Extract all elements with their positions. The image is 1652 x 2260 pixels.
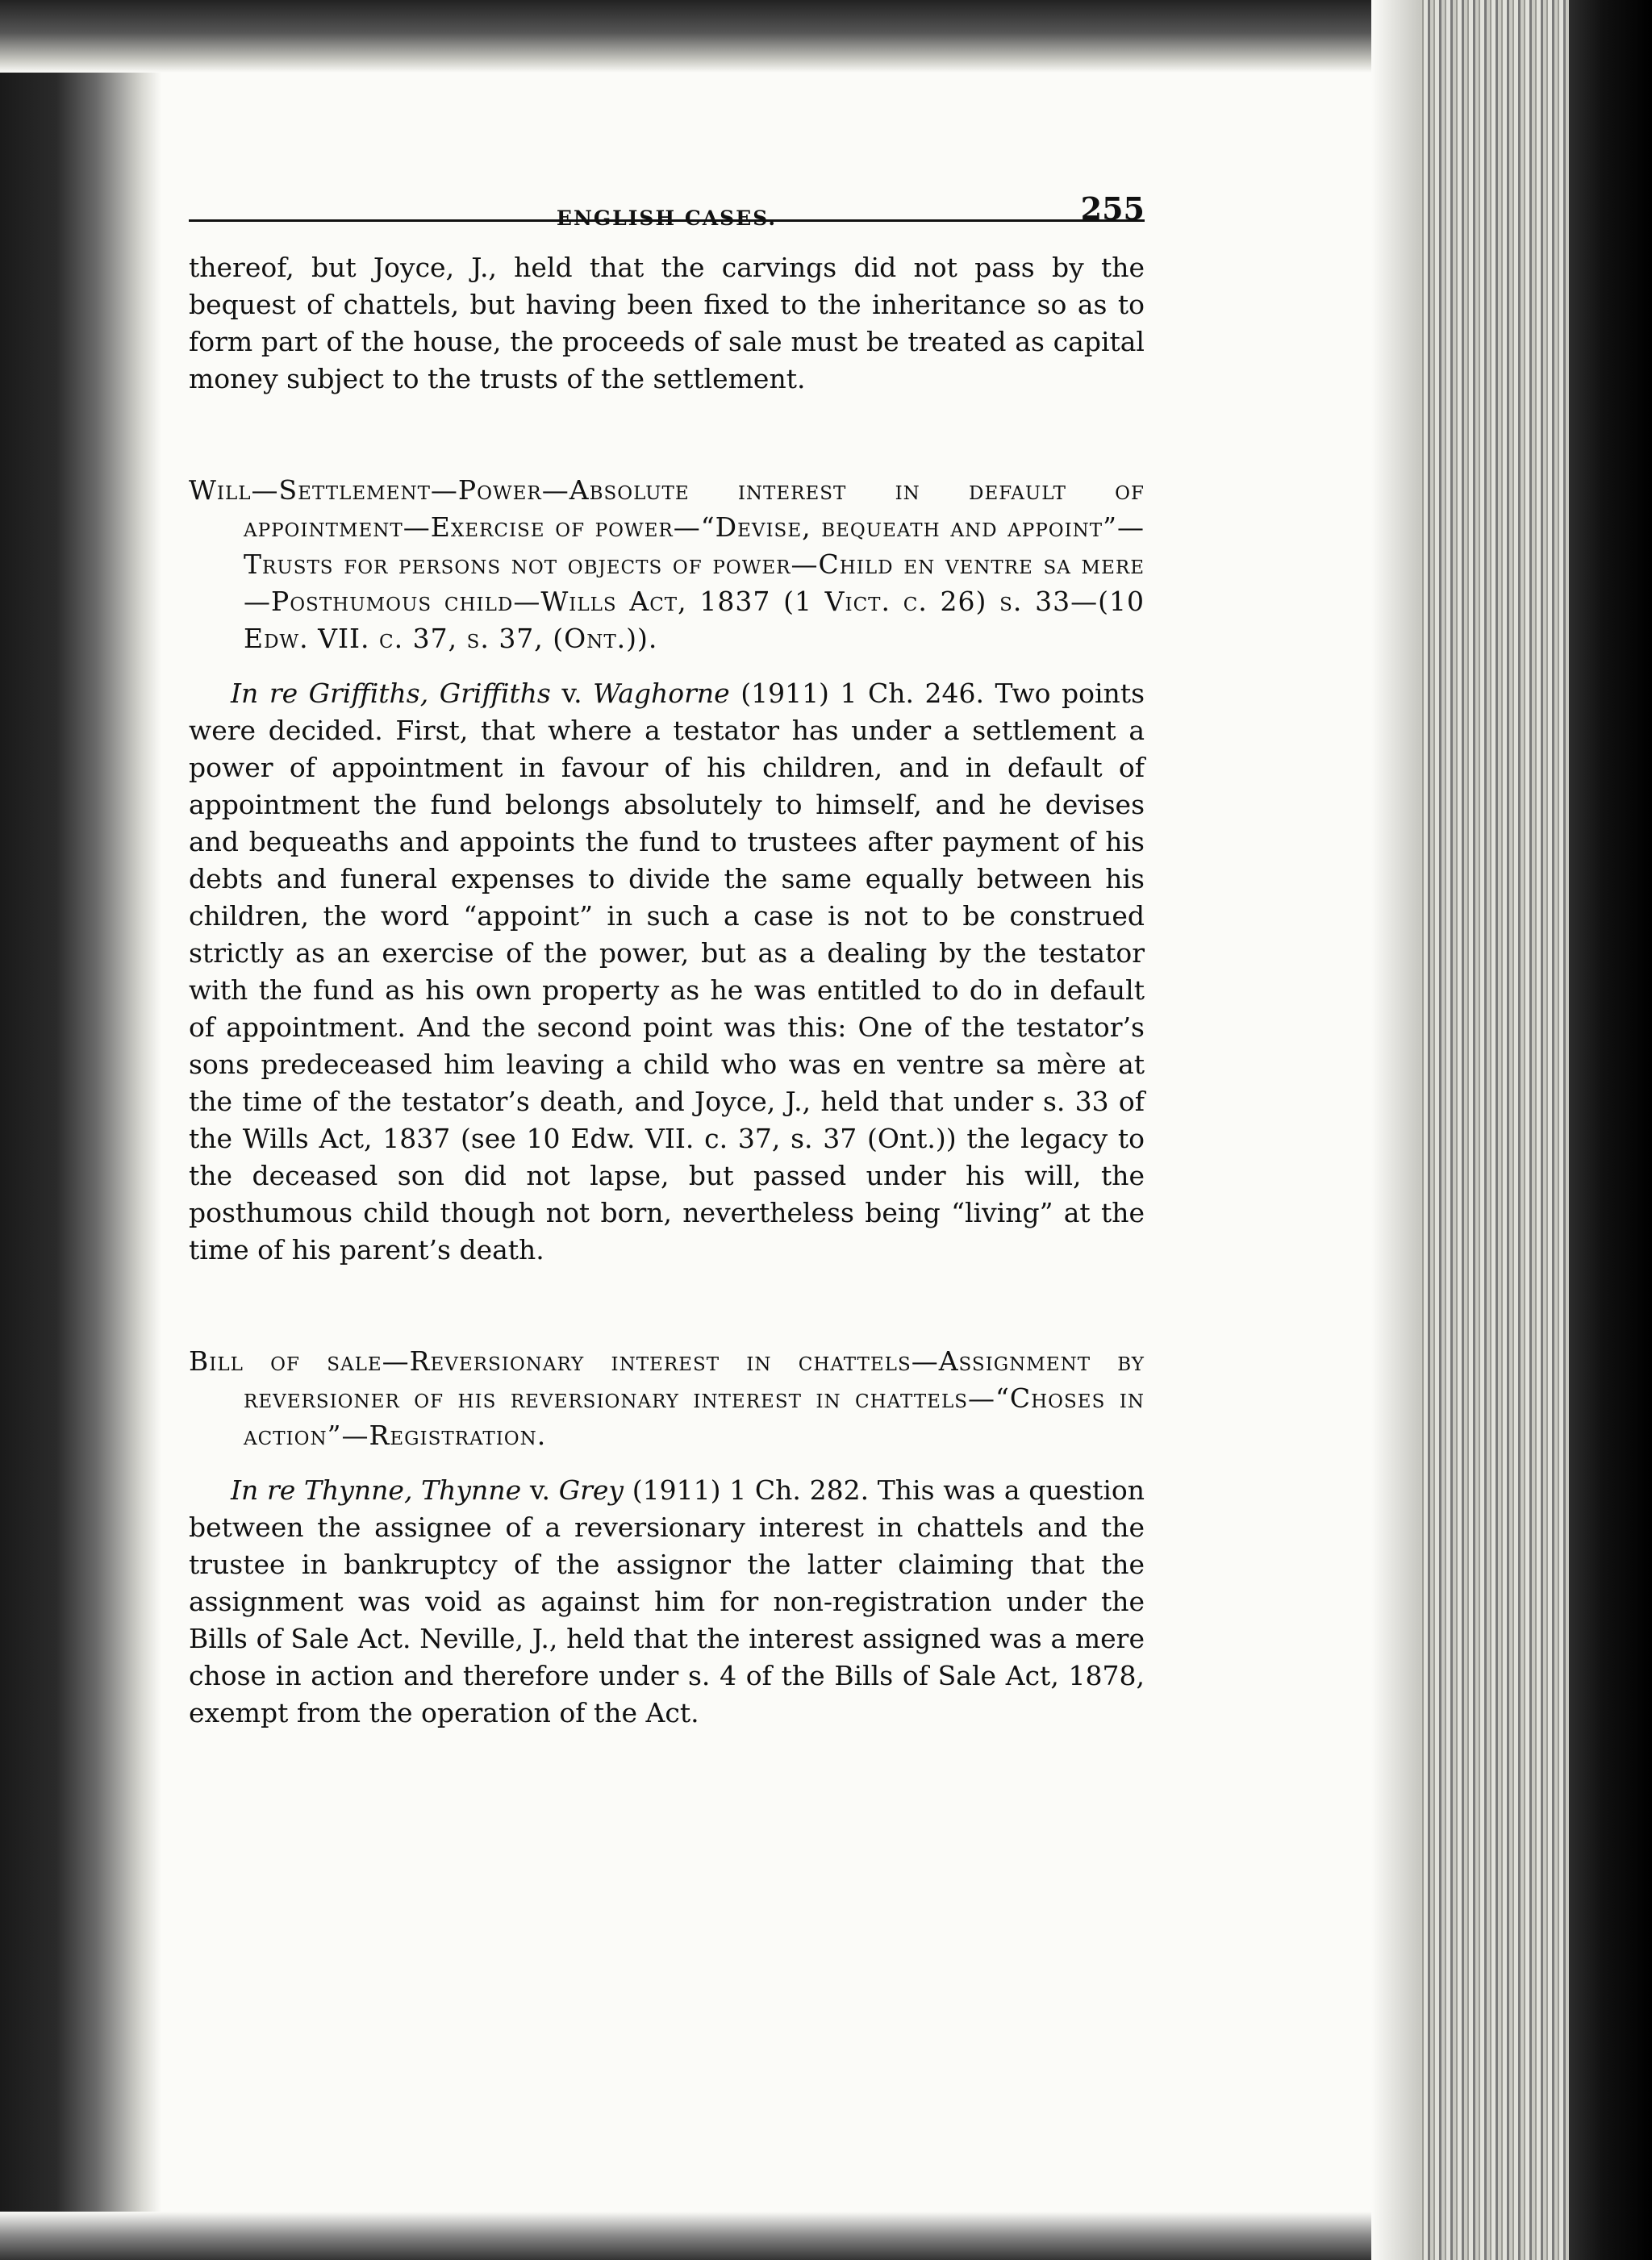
case-headnote: Bill of sale—Reversionary interest in chattels—Assignment by reversioner of his reversionary interest in chattels—“Choses in action”—Registration. <box>189 1345 1145 1451</box>
page-text <box>189 161 1145 1732</box>
case-report <box>189 1472 1145 1732</box>
running-title: ENGLISH CASES. <box>556 206 778 230</box>
gutter-shadow <box>1371 0 1420 2260</box>
case-name: In re Thynne, Thynne <box>231 1474 522 1506</box>
continuation-paragraph: thereof, but Joyce, J., held that the carvings did not pass by the bequest of chattels, but having been fixed to the inheritance so as to form part of the house, the proceeds of sale must be treated as capital money subject to the trusts of the settlement. <box>189 252 1145 394</box>
case-body: (1911) 1 Ch. 246. Two points were decided. First, that where a testator has under a settlement a power of appointment in favour of his children, and in default of appointment the fund belongs absolutely to himself, and he devises and bequeaths and appoints the fund to trustees after payment of his debts and funeral expenses to divide the same equally between his children, the word “appoint” in such a case is not to be construed strictly as an exercise of the power, but as a dealing by the testator with the fund as his own property as he was entitled to do in default of appointment. And the second point was this: One of the testator’s sons predeceased him leaving a child who was en ventre sa mère at the time of the testator’s death, and Joyce, J., held that under s. 33 of the Wills Act, 1837 (see 10 Edw. VII. c. 37, s. 37 (Ont.)) the legacy to the deceased son did not lapse, but passed under his will, the posthumous child though not born, nevertheless being “living” at the time of his parent’s death. <box>189 678 1145 1266</box>
case-name: In re Griffiths, Griffiths <box>231 678 551 709</box>
scan-left-border <box>0 0 161 2260</box>
scan-right-border <box>1569 0 1652 2260</box>
case-report <box>189 675 1145 1269</box>
scan-bottom-border <box>0 2212 1387 2260</box>
versus-label: v. <box>550 678 594 709</box>
versus-label: v. <box>521 1474 559 1506</box>
scan-top-border <box>0 0 1387 73</box>
page-number: 255 <box>1080 190 1145 227</box>
other-party: Waghorne <box>593 678 730 709</box>
other-party: Grey <box>558 1474 624 1506</box>
case-headnote: Will—Settlement—Power—Absolute interest in default of appointment—Exercise of power—“Devise, bequeath and appoint”—Trusts for persons not objects of power—Child en ventre sa mere—Posthumous child—Wills Act, 1837 (1 Vict. c. 26) s. 33—(10 Edw. VII. c. 37, s. 37, (Ont.)). <box>189 474 1145 654</box>
running-head <box>189 161 1145 230</box>
case-body: (1911) 1 Ch. 282. This was a question between the assignee of a reversionary interest in chattels and the trustee in bankruptcy of the assignor the latter claiming that the assignment was void as against him for non-registration under the Bills of Sale Act. Neville, J., held that the interest assigned was a mere chose in action and therefore under s. 4 of the Bills of Sale Act, 1878, exempt from the operation of the Act. <box>189 1474 1145 1728</box>
